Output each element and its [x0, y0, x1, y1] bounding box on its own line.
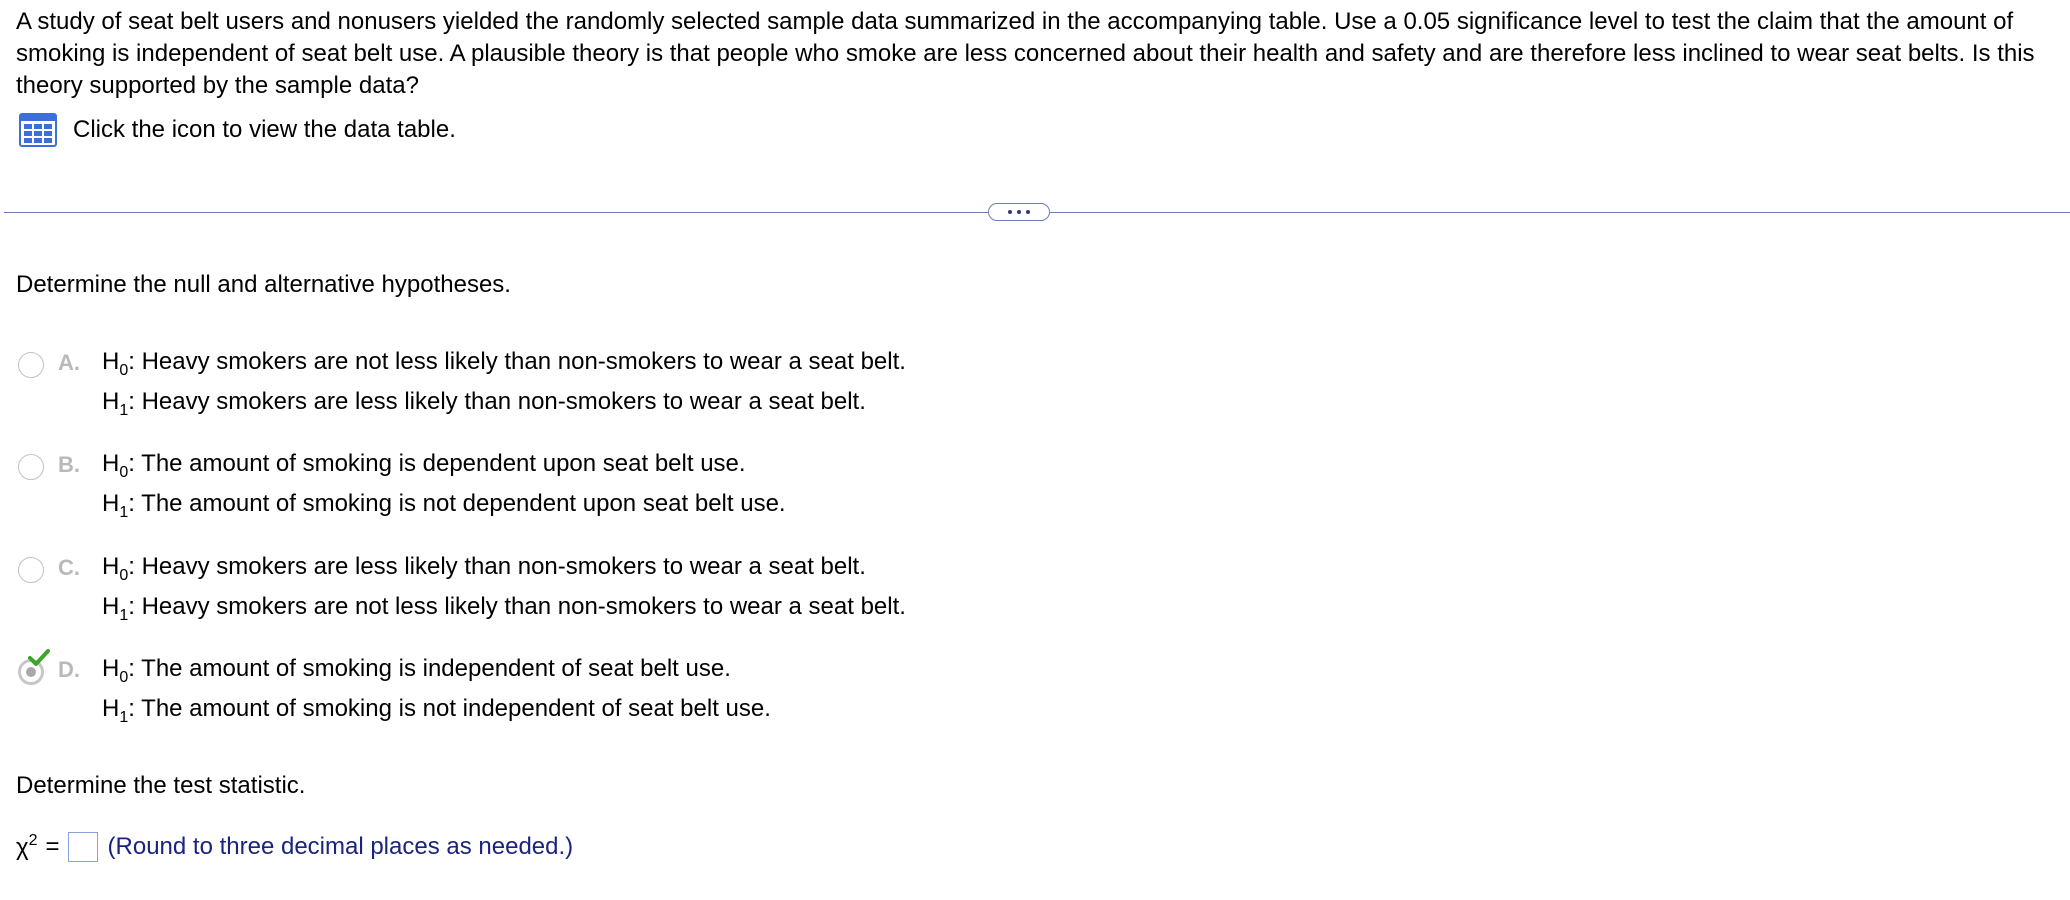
option-a[interactable] [18, 340, 1118, 419]
hypotheses-question: Determine the null and alternative hypotheses. [16, 271, 511, 298]
option-b[interactable] [18, 442, 1118, 521]
test-statistic-question: Determine the test statistic. [16, 772, 306, 799]
alternative-hypothesis: $H_1$: Heavy smokers are not less likely than non-smokers to wear a seat belt. [102, 593, 906, 624]
equals-sign: = [45, 833, 60, 860]
option-letter: B. [58, 452, 80, 477]
problem-statement: A study of seat belt users and nonusers yielded the randomly selected sample data summarized in the accompanying table. Use a 0.05 significance level to test the claim that the amount of smoking is independent of seat belt use. A plausible theory is that people who smoke are less concerned about their health and safety and are therefore less inclined to wear seat belts. Is this theory supported by the sample data? [16, 8, 2035, 99]
radio-button-c[interactable] [18, 557, 44, 583]
alternative-hypothesis: $H_1$: The amount of smoking is not dependent upon seat belt use. [102, 490, 786, 521]
alternative-hypothesis: $H_1$: Heavy smokers are less likely than non-smokers to wear a seat belt. [102, 388, 866, 419]
chi-square-input[interactable] [68, 832, 98, 862]
dot-icon [1008, 210, 1012, 214]
radio-button-a[interactable] [18, 352, 44, 378]
option-letter: C. [58, 555, 80, 580]
option-letter: A. [58, 350, 80, 375]
null-hypothesis: $H_0$: The amount of smoking is independent of seat belt use. [102, 655, 731, 686]
dot-icon [1017, 210, 1021, 214]
null-hypothesis: $H_0$: Heavy smokers are less likely than non-smokers to wear a seat belt. [102, 553, 866, 584]
null-hypothesis: $H_0$: The amount of smoking is dependent upon seat belt use. [102, 450, 746, 481]
rounding-hint: (Round to three decimal places as needed.) [107, 833, 574, 860]
green-check-icon [28, 649, 50, 667]
radio-button-b[interactable] [18, 454, 44, 480]
expand-more-button[interactable] [988, 203, 1050, 221]
null-hypothesis: $H_0$: Heavy smokers are not less likely than non-smokers to wear a seat belt. [102, 348, 906, 379]
option-c[interactable] [18, 545, 1118, 624]
alternative-hypothesis: $H_1$: The amount of smoking is not independent of seat belt use. [102, 695, 771, 726]
data-table-link-text[interactable]: Click the icon to view the data table. [73, 116, 456, 143]
option-d[interactable] [18, 647, 1118, 726]
test-statistic-answer-row [16, 832, 573, 862]
data-table-link[interactable] [19, 113, 456, 147]
option-letter: D. [58, 657, 80, 682]
chi-square-label: $\chi^2$ [16, 832, 38, 861]
table-grid-icon[interactable] [19, 113, 57, 147]
dot-icon [1026, 210, 1030, 214]
